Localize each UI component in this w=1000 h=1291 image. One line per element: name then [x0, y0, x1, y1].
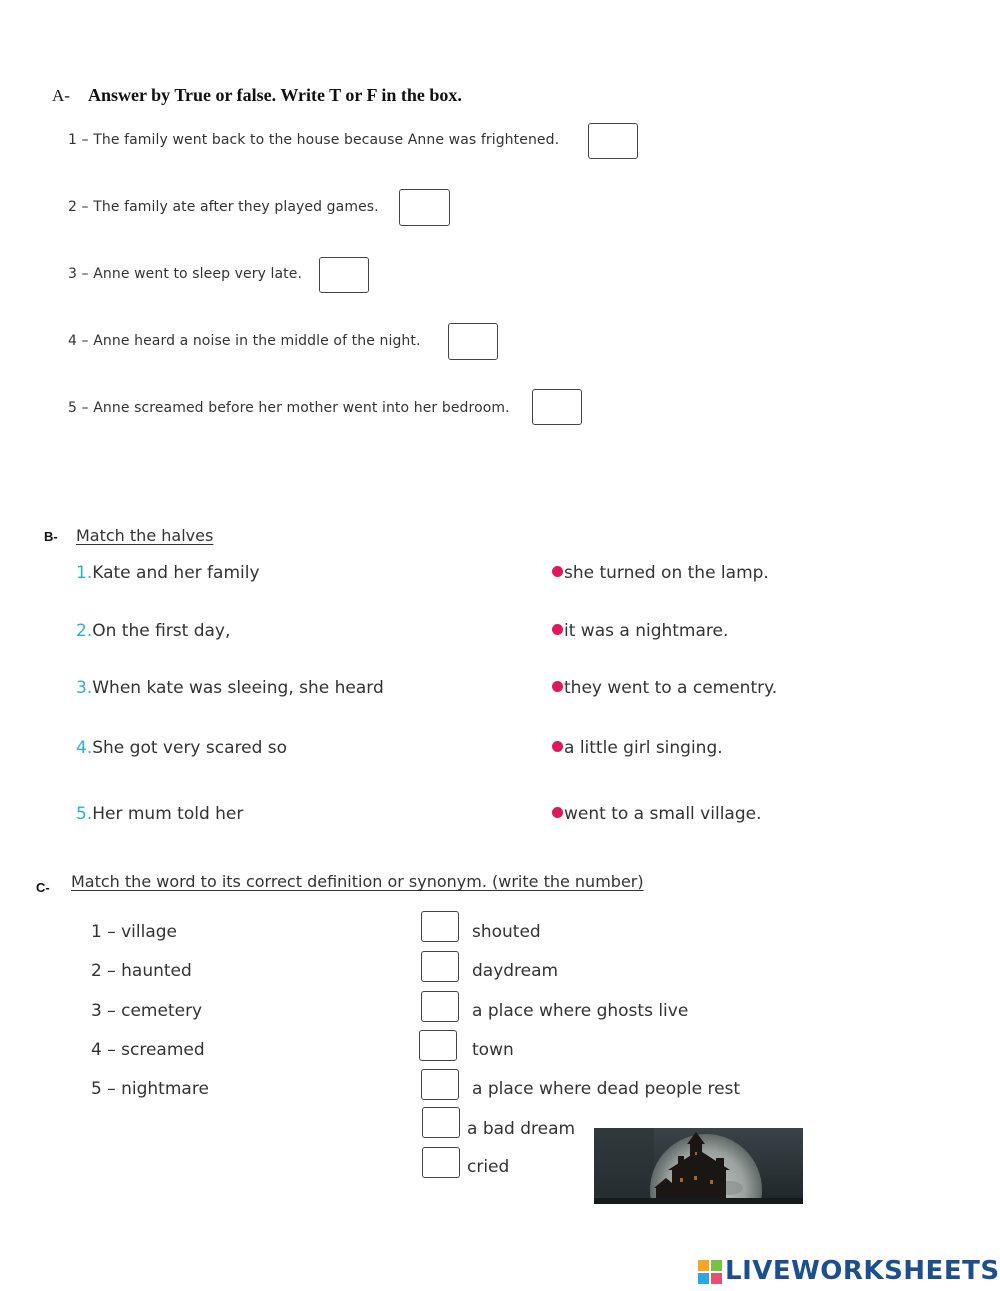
- match-dot-icon[interactable]: [552, 741, 563, 752]
- left-half-text: When kate was sleeing, she heard: [92, 678, 384, 698]
- section-c-letter: C-: [36, 880, 50, 895]
- definition-5: a place where dead people rest: [472, 1079, 741, 1099]
- definition-7: cried: [467, 1157, 510, 1177]
- definition-2: daydream: [472, 961, 559, 981]
- section-a-letter: A-: [52, 86, 70, 105]
- section-c-title: Match the word to its correct definition or synonym. (write the number): [71, 872, 644, 891]
- tf-answer-box-1[interactable]: [588, 123, 638, 159]
- number-input-box-5[interactable]: [421, 1069, 459, 1100]
- tf-answer-box-5[interactable]: [532, 389, 582, 425]
- number-input-box-1[interactable]: [421, 911, 459, 942]
- tf-answer-box-2[interactable]: [399, 189, 450, 226]
- section-b-title: Match the halves: [76, 526, 214, 545]
- left-half-3: [76, 678, 384, 698]
- number-input-box-4[interactable]: [419, 1030, 457, 1061]
- number-input-box-6[interactable]: [422, 1107, 460, 1138]
- logo-text: LIVEWORKSHEETS: [725, 1256, 1000, 1286]
- section-a-title: Answer by True or false. Write T or F in the box.: [88, 85, 462, 105]
- tf-question-4: 4 – Anne heard a noise in the middle of the night.: [68, 333, 421, 349]
- right-half-text: she turned on the lamp.: [564, 563, 769, 583]
- right-half-3[interactable]: [552, 678, 777, 698]
- right-half-4[interactable]: [552, 738, 723, 758]
- definition-1: shouted: [472, 922, 541, 942]
- right-half-text: it was a nightmare.: [564, 621, 729, 641]
- word-item-2: 2 – haunted: [91, 961, 192, 981]
- section-b-letter: B-: [44, 529, 58, 544]
- left-half-2: [76, 621, 230, 641]
- match-dot-icon[interactable]: [552, 807, 563, 818]
- liveworksheets-logo: [698, 1256, 1000, 1287]
- logo-blocks-icon: [698, 1260, 722, 1284]
- right-half-text: they went to a cementry.: [564, 678, 778, 698]
- haunted-house-image: [594, 1128, 803, 1204]
- left-half-text: On the first day,: [92, 621, 231, 641]
- tf-answer-box-3[interactable]: [319, 257, 369, 293]
- definition-4: town: [472, 1040, 514, 1060]
- left-half-text: She got very scared so: [92, 738, 288, 758]
- word-item-4: 4 – screamed: [91, 1040, 205, 1060]
- match-dot-icon[interactable]: [552, 681, 563, 692]
- right-half-text: went to a small village.: [564, 804, 762, 824]
- tf-question-2: 2 – The family ate after they played games.: [68, 199, 379, 215]
- match-dot-icon[interactable]: [552, 624, 563, 635]
- word-item-1: 1 – village: [91, 922, 178, 942]
- tf-question-3: 3 – Anne went to sleep very late.: [68, 266, 303, 282]
- left-half-4: [76, 738, 287, 758]
- item-number: 3.: [76, 678, 93, 698]
- tf-question-1: 1 – The family went back to the house because Anne was frightened.: [68, 132, 560, 148]
- left-half-1: [76, 563, 260, 583]
- item-number: 4.: [76, 738, 93, 758]
- right-half-text: a little girl singing.: [564, 738, 723, 758]
- right-half-5[interactable]: [552, 804, 761, 824]
- word-item-3: 3 – cemetery: [91, 1001, 203, 1021]
- right-half-2[interactable]: [552, 621, 728, 641]
- tf-answer-box-4[interactable]: [448, 323, 498, 360]
- number-input-box-3[interactable]: [421, 991, 459, 1022]
- match-dot-icon[interactable]: [552, 566, 563, 577]
- item-number: 1.: [76, 563, 93, 583]
- item-number: 2.: [76, 621, 93, 641]
- number-input-box-7[interactable]: [422, 1147, 460, 1178]
- item-number: 5.: [76, 804, 93, 824]
- left-half-text: Kate and her family: [92, 563, 260, 583]
- tf-question-5: 5 – Anne screamed before her mother went into her bedroom.: [68, 400, 510, 416]
- definition-3: a place where ghosts live: [472, 1001, 689, 1021]
- right-half-1[interactable]: [552, 563, 769, 583]
- left-half-text: Her mum told her: [92, 804, 244, 824]
- definition-6: a bad dream: [467, 1119, 576, 1139]
- left-half-5: [76, 804, 243, 824]
- word-item-5: 5 – nightmare: [91, 1079, 209, 1099]
- number-input-box-2[interactable]: [421, 951, 459, 982]
